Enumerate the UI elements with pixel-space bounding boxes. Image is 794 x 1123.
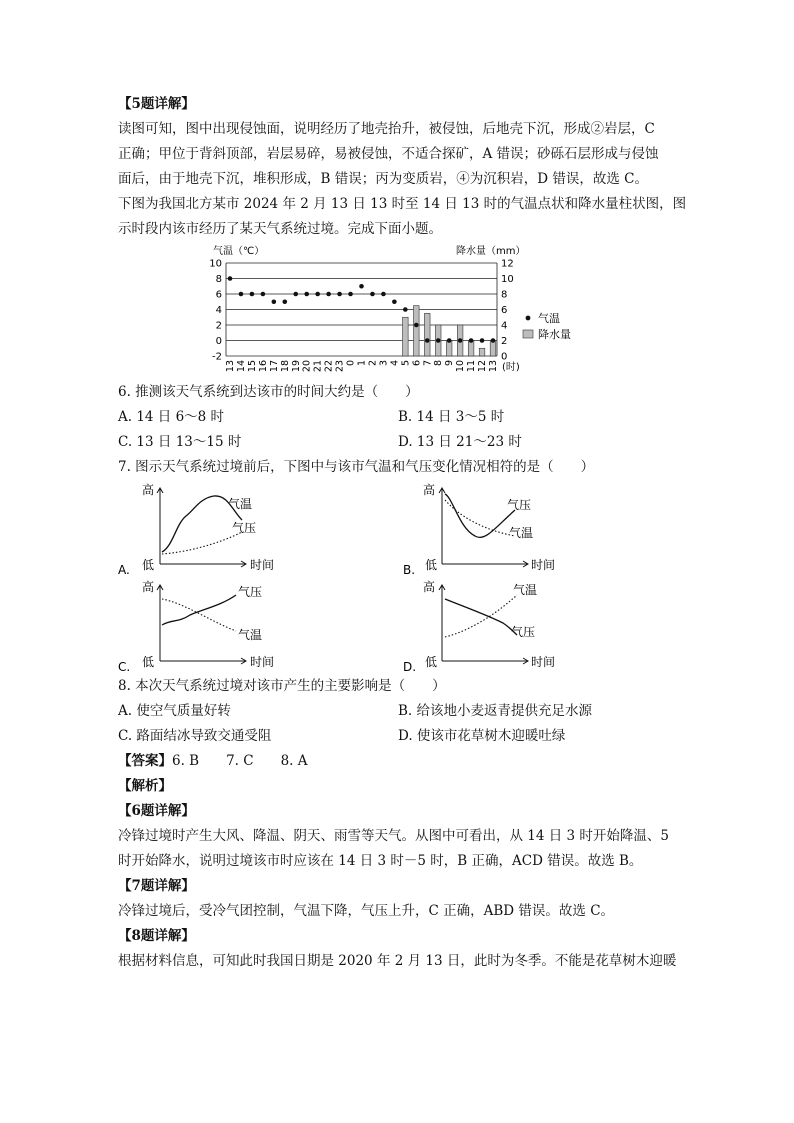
temp-point: [480, 338, 485, 343]
x-ticks: [225, 360, 499, 372]
precip-bars: [403, 306, 496, 356]
axis-high-label: 高: [142, 483, 155, 497]
document-page: [118, 92, 687, 974]
x-tick-label: 4: [389, 360, 401, 367]
precip-bar: [413, 306, 419, 356]
chart-legend: [523, 311, 571, 341]
answer-line: [118, 749, 678, 774]
right-ticks: [501, 259, 514, 363]
right-axis-label: 降水量（mm）: [456, 246, 526, 257]
x-tick-label: 14: [235, 360, 247, 373]
q7-explanation-heading: 【7题详解】: [118, 878, 195, 894]
q6-option-b: B. 14 日 3～5 时: [398, 409, 505, 425]
x-axis-arrow: [442, 658, 528, 664]
temp-point: [239, 292, 244, 297]
q8-option-c: C. 路面结冰导致交通受阻: [118, 728, 272, 744]
x-tick-label: 7: [422, 360, 434, 367]
x-tick-label: 5: [400, 360, 412, 367]
left-tick-label: 10: [209, 258, 222, 270]
q5-explanation-heading: 【5题详解】: [118, 96, 195, 112]
axis-time-label: 时间: [531, 655, 556, 669]
y-axis-arrow: [439, 585, 445, 661]
x-tick-label: 8: [433, 360, 445, 367]
graph-letter: B.: [403, 563, 416, 577]
left-tick-label: 8: [215, 274, 222, 285]
legend-temp-marker: [526, 316, 531, 321]
temp-point: [315, 292, 320, 297]
q5-explanation-line: 读图可知，图中出现侵蚀面，说明经历了地壳抬升，被侵蚀，后地壳下沉，形成②岩层，C: [118, 121, 655, 137]
x-tick-label: 10: [455, 360, 467, 373]
pressure-curve: [445, 599, 517, 635]
x-tick-label: 0: [345, 360, 357, 367]
graph-letter: D.: [403, 660, 417, 674]
x-tick-label: 13: [225, 360, 236, 373]
left-ticks: [209, 259, 222, 363]
temp-point: [228, 276, 233, 281]
q6-options-row: [118, 430, 678, 455]
q5-explanation-line: 正确；甲位于背斜顶部，岩层易碎，易被侵蚀，不适合探矿，A 错误；砂砾石层形成与侵蚀: [118, 146, 659, 162]
curve-temp-label: 气温: [238, 628, 263, 642]
y-axis-arrow: [157, 585, 163, 661]
left-tick-label: 2: [215, 320, 222, 332]
axis-low-label: 低: [425, 558, 438, 572]
axis-time-label: 时间: [531, 558, 556, 572]
weather-chart: [118, 242, 678, 380]
temp-curve: [162, 599, 236, 631]
axis-low-label: 低: [142, 558, 155, 572]
q8-options-row: [118, 724, 678, 749]
precip-bar: [446, 341, 452, 357]
x-tick-label: 9: [444, 360, 456, 367]
temp-point: [436, 338, 441, 343]
q5-explanation-line: 面后，由于地壳下沉，堆积形成，B 错误；丙为变质岩，④为沉积岩，D 错误，故选 C。: [118, 171, 648, 187]
temp-point: [304, 292, 309, 297]
q7-graphs-row-1: [118, 480, 678, 577]
x-axis-arrow: [160, 561, 246, 567]
temp-curve: [445, 500, 515, 536]
curve-pressure-label: 气压: [507, 498, 532, 512]
right-tick-label: 2: [501, 336, 508, 347]
answer-text: 6. B 7. C 8. A: [172, 753, 308, 769]
temp-point: [381, 292, 386, 297]
x-tick-label: 6: [411, 360, 423, 367]
temp-point: [359, 284, 364, 289]
precip-bar: [468, 341, 474, 357]
analysis-label: 【解析】: [118, 778, 172, 794]
curve-temp-label: 气温: [513, 583, 538, 597]
x-tick-label: 16: [257, 360, 269, 373]
x-tick-label: 13: [488, 360, 499, 373]
y-axis-arrow: [439, 488, 445, 564]
left-tick-label: -2: [212, 351, 222, 363]
pressure-curve: [445, 494, 515, 537]
q8-explanation-line: 根据材料信息，可知此时我国日期是 2020 年 2 月 13 日，此时为冬季。不能是花草树木迎暖: [118, 953, 677, 969]
q8-options-row: [118, 699, 678, 724]
x-tick-label: 20: [301, 360, 313, 373]
axis-time-label: 时间: [250, 655, 275, 669]
x-unit-label: (时): [502, 362, 520, 373]
right-tick-label: 0: [501, 351, 508, 363]
axis-low-label: 低: [425, 655, 438, 669]
temp-point: [250, 292, 255, 297]
x-axis-arrow: [442, 561, 528, 567]
graph-letter: A.: [118, 563, 130, 577]
temp-point: [282, 299, 287, 304]
weather-chart-svg: [118, 242, 678, 380]
precip-bar: [490, 341, 496, 357]
left-axis-label: 气温（℃）: [213, 246, 265, 257]
q7-graph-d: [403, 577, 683, 674]
q6-stem: 6. 推测该天气系统到达该市的时间大约是（ ）: [118, 384, 419, 400]
q6-options-row: [118, 405, 678, 430]
curve-pressure-label: 气压: [511, 625, 536, 639]
temp-point: [261, 292, 266, 297]
x-tick-label: 2: [367, 360, 379, 367]
q6-option-c: C. 13 日 13～15 时: [118, 434, 242, 450]
intro-line: 下图为我国北方某市 2024 年 2 月 13 日 13 时至 14 日 13 时的气温点状和降水量柱状图，图: [118, 196, 687, 212]
temp-point: [414, 323, 419, 328]
q8-explanation-heading: 【8题详解】: [118, 928, 195, 944]
temp-point: [403, 307, 408, 312]
right-tick-label: 12: [501, 258, 514, 270]
axis-high-label: 高: [142, 580, 155, 594]
temp-curve: [445, 595, 517, 637]
q6-explanation-line: 时开始降水，说明过境该市时应该在 14 日 3 时－5 时，B 正确，ACD 错误。故选 B。: [118, 853, 643, 869]
x-tick-label: 3: [378, 360, 390, 367]
x-axis-arrow: [160, 658, 246, 664]
temp-point: [293, 292, 298, 297]
q6-explanation-line: 冷锋过境时产生大风、降温、阴天、雨雪等天气。从图中可看出，从 14 日 3 时开始降温、5: [118, 828, 670, 844]
left-tick-label: 4: [215, 305, 222, 316]
x-tick-label: 18: [279, 360, 291, 373]
temp-point: [469, 338, 474, 343]
intro-line: 示时段内该市经历了某天气系统过境。完成下面小题。: [118, 221, 442, 237]
x-tick-label: 17: [268, 360, 280, 373]
precip-bar: [479, 348, 485, 356]
q8-option-b: B. 给该地小麦返青提供充足水源: [398, 703, 593, 719]
x-tick-label: 23: [334, 360, 346, 373]
axis-low-label: 低: [142, 655, 155, 669]
q7-stem: 7. 图示天气系统过境前后，下图中与该市气温和气压变化情况相符的是（ ）: [118, 459, 595, 475]
temp-point: [491, 338, 496, 343]
y-axis-arrow: [157, 488, 163, 564]
q6-explanation-heading: 【6题详解】: [118, 803, 195, 819]
x-tick-label: 15: [246, 360, 258, 373]
q8-stem: 8. 本次天气系统过境对该市产生的主要影响是（ ）: [118, 678, 446, 694]
left-tick-label: 6: [215, 289, 222, 301]
legend-precip-label: 降水量: [538, 328, 571, 341]
temp-point: [425, 338, 430, 343]
q6-option-d: D. 13 日 21～23 时: [398, 434, 522, 450]
curve-temp-label: 气温: [509, 526, 534, 540]
q8-option-a: A. 使空气质量好转: [118, 703, 231, 719]
q6-option-a: A. 14 日 6～8 时: [118, 409, 225, 425]
q8-option-d: D. 使该市花草树木迎暖吐绿: [398, 728, 566, 744]
right-tick-label: 6: [501, 305, 508, 316]
right-tick-label: 10: [501, 274, 514, 285]
temp-point: [458, 338, 463, 343]
curve-pressure-label: 气压: [232, 521, 257, 535]
left-tick-label: 0: [215, 336, 222, 347]
precip-bar: [424, 313, 430, 356]
temp-point: [348, 292, 353, 297]
q7-graphs-row-2: [118, 577, 678, 674]
temp-point: [326, 292, 331, 297]
pressure-curve: [162, 595, 236, 625]
legend-temp-label: 气温: [538, 312, 560, 325]
graph-letter: C.: [118, 660, 131, 674]
temp-point: [370, 292, 375, 297]
temp-point: [447, 338, 452, 343]
axis-time-label: 时间: [250, 558, 275, 572]
curve-pressure-label: 气压: [238, 585, 263, 599]
x-tick-label: 12: [477, 360, 489, 373]
legend-precip-marker: [523, 330, 533, 338]
x-tick-label: 21: [312, 360, 324, 373]
axis-high-label: 高: [423, 483, 436, 497]
answer-label: 【答案】: [118, 753, 172, 769]
x-tick-label: 1: [356, 360, 368, 367]
axis-high-label: 高: [423, 580, 436, 594]
right-tick-label: 4: [501, 320, 508, 332]
x-tick-label: 19: [290, 360, 302, 373]
curve-temp-label: 气温: [228, 497, 253, 511]
x-tick-label: 22: [323, 360, 335, 373]
q7-graph-a: [118, 480, 398, 577]
x-tick-label: 11: [466, 360, 478, 373]
right-tick-label: 8: [501, 289, 508, 301]
chart-gridlines: [226, 263, 497, 356]
q7-graph-b: [403, 480, 683, 577]
precip-bar: [403, 317, 409, 356]
q7-explanation-line: 冷锋过境后，受冷气团控制，气温下降，气压上升，C 正确，ABD 错误。故选 C。: [118, 903, 615, 919]
temp-point: [392, 299, 397, 304]
q7-graph-c: [118, 577, 398, 674]
temp-point: [337, 292, 342, 297]
temp-point: [272, 299, 277, 304]
